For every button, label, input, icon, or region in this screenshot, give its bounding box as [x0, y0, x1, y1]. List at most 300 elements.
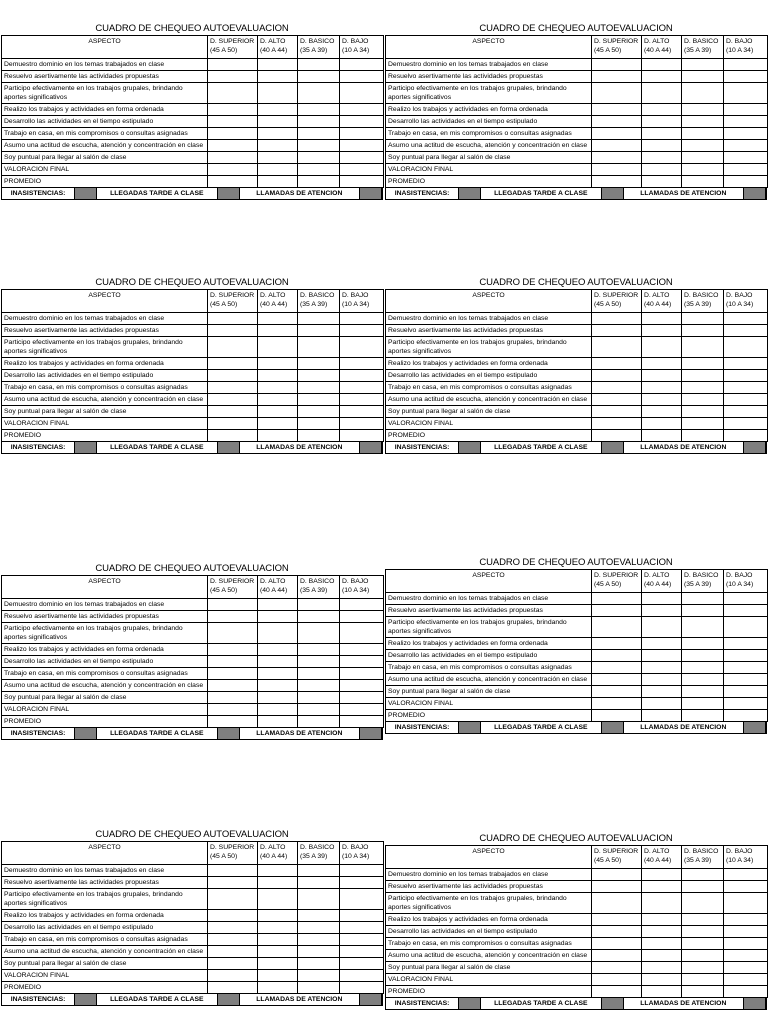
score-cell-alto[interactable] — [258, 611, 298, 623]
score-cell-alto[interactable] — [642, 674, 682, 686]
score-cell-bajo[interactable] — [724, 116, 768, 128]
score-cell-bajo[interactable] — [340, 970, 384, 982]
score-cell-bajo[interactable] — [340, 946, 384, 958]
score-cell-basico[interactable] — [298, 164, 340, 176]
score-cell-alto[interactable] — [258, 704, 298, 716]
score-cell-superior[interactable] — [208, 71, 258, 83]
score-cell-basico[interactable] — [682, 914, 724, 926]
score-cell-basico[interactable] — [298, 382, 340, 394]
score-cell-alto[interactable] — [642, 710, 682, 722]
absences-box[interactable] — [75, 188, 97, 199]
score-cell-superior[interactable] — [592, 152, 642, 164]
score-cell-superior[interactable] — [208, 922, 258, 934]
score-cell-superior[interactable] — [592, 430, 642, 442]
absences-box[interactable] — [459, 722, 481, 733]
score-cell-bajo[interactable] — [340, 152, 384, 164]
score-cell-bajo[interactable] — [724, 674, 768, 686]
score-cell-superior[interactable] — [208, 656, 258, 668]
score-cell-superior[interactable] — [208, 946, 258, 958]
score-cell-alto[interactable] — [258, 934, 298, 946]
late-arrivals-box[interactable] — [218, 728, 240, 739]
score-cell-basico[interactable] — [298, 83, 340, 104]
score-cell-basico[interactable] — [298, 370, 340, 382]
score-cell-superior[interactable] — [592, 893, 642, 914]
score-cell-alto[interactable] — [258, 599, 298, 611]
score-cell-alto[interactable] — [642, 418, 682, 430]
score-cell-basico[interactable] — [298, 71, 340, 83]
score-cell-alto[interactable] — [258, 325, 298, 337]
score-cell-superior[interactable] — [208, 970, 258, 982]
score-cell-alto[interactable] — [642, 662, 682, 674]
score-cell-alto[interactable] — [642, 164, 682, 176]
score-cell-alto[interactable] — [642, 698, 682, 710]
score-cell-alto[interactable] — [642, 83, 682, 104]
score-cell-alto[interactable] — [258, 946, 298, 958]
score-cell-basico[interactable] — [298, 970, 340, 982]
score-cell-basico[interactable] — [298, 680, 340, 692]
score-cell-basico[interactable] — [682, 710, 724, 722]
score-cell-bajo[interactable] — [724, 686, 768, 698]
score-cell-superior[interactable] — [592, 926, 642, 938]
score-cell-superior[interactable] — [208, 611, 258, 623]
score-cell-basico[interactable] — [682, 59, 724, 71]
score-cell-bajo[interactable] — [724, 638, 768, 650]
score-cell-alto[interactable] — [642, 430, 682, 442]
score-cell-basico[interactable] — [298, 325, 340, 337]
score-cell-superior[interactable] — [592, 962, 642, 974]
warnings-box[interactable] — [360, 994, 382, 1005]
score-cell-superior[interactable] — [208, 59, 258, 71]
score-cell-basico[interactable] — [682, 617, 724, 638]
score-cell-superior[interactable] — [592, 140, 642, 152]
warnings-box[interactable] — [744, 188, 766, 199]
score-cell-basico[interactable] — [682, 962, 724, 974]
score-cell-superior[interactable] — [592, 59, 642, 71]
score-cell-basico[interactable] — [682, 337, 724, 358]
score-cell-basico[interactable] — [682, 893, 724, 914]
score-cell-basico[interactable] — [298, 152, 340, 164]
score-cell-alto[interactable] — [258, 910, 298, 922]
score-cell-bajo[interactable] — [340, 59, 384, 71]
score-cell-superior[interactable] — [208, 116, 258, 128]
score-cell-basico[interactable] — [298, 865, 340, 877]
absences-box[interactable] — [459, 998, 481, 1009]
score-cell-alto[interactable] — [258, 116, 298, 128]
score-cell-basico[interactable] — [298, 922, 340, 934]
score-cell-superior[interactable] — [208, 704, 258, 716]
score-cell-bajo[interactable] — [724, 926, 768, 938]
score-cell-basico[interactable] — [682, 71, 724, 83]
score-cell-superior[interactable] — [592, 325, 642, 337]
score-cell-superior[interactable] — [592, 313, 642, 325]
score-cell-basico[interactable] — [682, 662, 724, 674]
score-cell-bajo[interactable] — [724, 406, 768, 418]
score-cell-bajo[interactable] — [724, 104, 768, 116]
score-cell-alto[interactable] — [642, 938, 682, 950]
score-cell-alto[interactable] — [258, 865, 298, 877]
score-cell-bajo[interactable] — [340, 382, 384, 394]
score-cell-superior[interactable] — [208, 418, 258, 430]
score-cell-basico[interactable] — [682, 986, 724, 998]
score-cell-bajo[interactable] — [340, 164, 384, 176]
score-cell-bajo[interactable] — [340, 877, 384, 889]
score-cell-bajo[interactable] — [724, 370, 768, 382]
score-cell-bajo[interactable] — [724, 986, 768, 998]
score-cell-alto[interactable] — [642, 638, 682, 650]
score-cell-superior[interactable] — [208, 644, 258, 656]
score-cell-basico[interactable] — [298, 716, 340, 728]
score-cell-alto[interactable] — [642, 986, 682, 998]
score-cell-bajo[interactable] — [724, 382, 768, 394]
score-cell-bajo[interactable] — [724, 325, 768, 337]
score-cell-bajo[interactable] — [340, 865, 384, 877]
score-cell-superior[interactable] — [208, 164, 258, 176]
score-cell-basico[interactable] — [298, 176, 340, 188]
score-cell-alto[interactable] — [642, 881, 682, 893]
score-cell-bajo[interactable] — [724, 128, 768, 140]
warnings-box[interactable] — [360, 188, 382, 199]
score-cell-basico[interactable] — [682, 593, 724, 605]
score-cell-alto[interactable] — [258, 877, 298, 889]
score-cell-alto[interactable] — [642, 104, 682, 116]
score-cell-basico[interactable] — [682, 430, 724, 442]
score-cell-superior[interactable] — [592, 938, 642, 950]
score-cell-basico[interactable] — [682, 605, 724, 617]
warnings-box[interactable] — [744, 998, 766, 1009]
score-cell-superior[interactable] — [208, 889, 258, 910]
score-cell-basico[interactable] — [298, 889, 340, 910]
score-cell-basico[interactable] — [298, 128, 340, 140]
score-cell-basico[interactable] — [682, 116, 724, 128]
score-cell-alto[interactable] — [258, 716, 298, 728]
score-cell-basico[interactable] — [298, 59, 340, 71]
score-cell-basico[interactable] — [682, 418, 724, 430]
score-cell-superior[interactable] — [208, 370, 258, 382]
score-cell-basico[interactable] — [682, 638, 724, 650]
score-cell-bajo[interactable] — [340, 337, 384, 358]
score-cell-alto[interactable] — [258, 152, 298, 164]
score-cell-bajo[interactable] — [340, 611, 384, 623]
score-cell-alto[interactable] — [642, 59, 682, 71]
score-cell-basico[interactable] — [298, 958, 340, 970]
score-cell-alto[interactable] — [642, 893, 682, 914]
score-cell-basico[interactable] — [298, 644, 340, 656]
score-cell-bajo[interactable] — [724, 337, 768, 358]
score-cell-superior[interactable] — [592, 406, 642, 418]
score-cell-basico[interactable] — [298, 116, 340, 128]
score-cell-basico[interactable] — [298, 430, 340, 442]
score-cell-alto[interactable] — [258, 406, 298, 418]
score-cell-superior[interactable] — [208, 623, 258, 644]
score-cell-bajo[interactable] — [724, 962, 768, 974]
score-cell-basico[interactable] — [298, 313, 340, 325]
score-cell-superior[interactable] — [592, 358, 642, 370]
score-cell-bajo[interactable] — [724, 662, 768, 674]
score-cell-superior[interactable] — [592, 176, 642, 188]
score-cell-superior[interactable] — [208, 140, 258, 152]
score-cell-superior[interactable] — [592, 686, 642, 698]
score-cell-basico[interactable] — [682, 358, 724, 370]
score-cell-bajo[interactable] — [340, 430, 384, 442]
score-cell-superior[interactable] — [208, 958, 258, 970]
score-cell-bajo[interactable] — [724, 59, 768, 71]
score-cell-bajo[interactable] — [340, 692, 384, 704]
score-cell-basico[interactable] — [298, 692, 340, 704]
score-cell-superior[interactable] — [592, 662, 642, 674]
score-cell-superior[interactable] — [592, 914, 642, 926]
score-cell-basico[interactable] — [298, 982, 340, 994]
score-cell-superior[interactable] — [208, 668, 258, 680]
score-cell-basico[interactable] — [298, 358, 340, 370]
score-cell-bajo[interactable] — [340, 394, 384, 406]
score-cell-superior[interactable] — [208, 325, 258, 337]
score-cell-alto[interactable] — [642, 914, 682, 926]
absences-box[interactable] — [75, 994, 97, 1005]
score-cell-basico[interactable] — [682, 128, 724, 140]
score-cell-alto[interactable] — [258, 59, 298, 71]
score-cell-bajo[interactable] — [340, 668, 384, 680]
score-cell-bajo[interactable] — [340, 325, 384, 337]
score-cell-superior[interactable] — [592, 370, 642, 382]
warnings-box[interactable] — [744, 722, 766, 733]
score-cell-bajo[interactable] — [724, 313, 768, 325]
score-cell-alto[interactable] — [258, 644, 298, 656]
score-cell-bajo[interactable] — [340, 644, 384, 656]
score-cell-basico[interactable] — [682, 950, 724, 962]
score-cell-basico[interactable] — [682, 674, 724, 686]
late-arrivals-box[interactable] — [218, 442, 240, 453]
score-cell-alto[interactable] — [642, 394, 682, 406]
score-cell-superior[interactable] — [208, 313, 258, 325]
score-cell-alto[interactable] — [258, 313, 298, 325]
score-cell-superior[interactable] — [208, 152, 258, 164]
score-cell-alto[interactable] — [642, 71, 682, 83]
score-cell-bajo[interactable] — [724, 358, 768, 370]
score-cell-basico[interactable] — [682, 974, 724, 986]
score-cell-alto[interactable] — [258, 337, 298, 358]
score-cell-bajo[interactable] — [724, 950, 768, 962]
score-cell-superior[interactable] — [592, 116, 642, 128]
score-cell-superior[interactable] — [592, 71, 642, 83]
score-cell-alto[interactable] — [642, 382, 682, 394]
score-cell-superior[interactable] — [592, 974, 642, 986]
late-arrivals-box[interactable] — [602, 188, 624, 199]
score-cell-bajo[interactable] — [724, 593, 768, 605]
score-cell-superior[interactable] — [208, 382, 258, 394]
warnings-box[interactable] — [744, 442, 766, 453]
score-cell-bajo[interactable] — [724, 176, 768, 188]
score-cell-basico[interactable] — [298, 623, 340, 644]
score-cell-basico[interactable] — [298, 599, 340, 611]
score-cell-alto[interactable] — [258, 680, 298, 692]
absences-box[interactable] — [459, 442, 481, 453]
score-cell-alto[interactable] — [258, 128, 298, 140]
score-cell-basico[interactable] — [682, 313, 724, 325]
score-cell-superior[interactable] — [208, 128, 258, 140]
score-cell-superior[interactable] — [208, 934, 258, 946]
score-cell-bajo[interactable] — [340, 358, 384, 370]
score-cell-alto[interactable] — [258, 418, 298, 430]
score-cell-bajo[interactable] — [340, 116, 384, 128]
absences-box[interactable] — [75, 728, 97, 739]
score-cell-basico[interactable] — [682, 164, 724, 176]
score-cell-bajo[interactable] — [340, 623, 384, 644]
score-cell-superior[interactable] — [592, 650, 642, 662]
score-cell-basico[interactable] — [298, 946, 340, 958]
score-cell-bajo[interactable] — [340, 958, 384, 970]
score-cell-basico[interactable] — [682, 869, 724, 881]
score-cell-bajo[interactable] — [724, 938, 768, 950]
score-cell-superior[interactable] — [592, 617, 642, 638]
score-cell-superior[interactable] — [592, 394, 642, 406]
score-cell-alto[interactable] — [258, 623, 298, 644]
score-cell-superior[interactable] — [208, 716, 258, 728]
score-cell-alto[interactable] — [258, 176, 298, 188]
score-cell-superior[interactable] — [592, 950, 642, 962]
score-cell-superior[interactable] — [208, 877, 258, 889]
score-cell-basico[interactable] — [682, 382, 724, 394]
score-cell-basico[interactable] — [682, 176, 724, 188]
score-cell-bajo[interactable] — [724, 698, 768, 710]
score-cell-superior[interactable] — [592, 698, 642, 710]
score-cell-superior[interactable] — [208, 692, 258, 704]
score-cell-alto[interactable] — [642, 152, 682, 164]
score-cell-basico[interactable] — [298, 668, 340, 680]
score-cell-bajo[interactable] — [340, 104, 384, 116]
score-cell-superior[interactable] — [592, 164, 642, 176]
score-cell-basico[interactable] — [298, 337, 340, 358]
score-cell-bajo[interactable] — [724, 869, 768, 881]
score-cell-superior[interactable] — [592, 869, 642, 881]
score-cell-basico[interactable] — [298, 934, 340, 946]
score-cell-alto[interactable] — [258, 358, 298, 370]
score-cell-alto[interactable] — [642, 617, 682, 638]
score-cell-superior[interactable] — [208, 406, 258, 418]
score-cell-superior[interactable] — [592, 418, 642, 430]
score-cell-bajo[interactable] — [724, 914, 768, 926]
score-cell-superior[interactable] — [592, 104, 642, 116]
score-cell-alto[interactable] — [642, 358, 682, 370]
warnings-box[interactable] — [360, 442, 382, 453]
score-cell-bajo[interactable] — [724, 394, 768, 406]
score-cell-bajo[interactable] — [340, 910, 384, 922]
score-cell-alto[interactable] — [258, 370, 298, 382]
score-cell-bajo[interactable] — [340, 176, 384, 188]
score-cell-alto[interactable] — [258, 104, 298, 116]
score-cell-basico[interactable] — [298, 704, 340, 716]
score-cell-basico[interactable] — [298, 140, 340, 152]
score-cell-bajo[interactable] — [340, 934, 384, 946]
score-cell-alto[interactable] — [642, 325, 682, 337]
score-cell-bajo[interactable] — [724, 893, 768, 914]
score-cell-basico[interactable] — [682, 152, 724, 164]
score-cell-superior[interactable] — [208, 104, 258, 116]
score-cell-alto[interactable] — [258, 970, 298, 982]
score-cell-bajo[interactable] — [340, 370, 384, 382]
score-cell-basico[interactable] — [682, 83, 724, 104]
score-cell-alto[interactable] — [642, 128, 682, 140]
score-cell-bajo[interactable] — [340, 599, 384, 611]
score-cell-bajo[interactable] — [724, 71, 768, 83]
late-arrivals-box[interactable] — [218, 188, 240, 199]
score-cell-superior[interactable] — [208, 910, 258, 922]
score-cell-bajo[interactable] — [724, 710, 768, 722]
score-cell-alto[interactable] — [642, 370, 682, 382]
score-cell-alto[interactable] — [258, 958, 298, 970]
score-cell-superior[interactable] — [208, 982, 258, 994]
score-cell-bajo[interactable] — [340, 889, 384, 910]
score-cell-superior[interactable] — [208, 599, 258, 611]
score-cell-basico[interactable] — [298, 611, 340, 623]
score-cell-superior[interactable] — [592, 593, 642, 605]
score-cell-basico[interactable] — [682, 686, 724, 698]
score-cell-bajo[interactable] — [340, 71, 384, 83]
score-cell-basico[interactable] — [682, 938, 724, 950]
score-cell-superior[interactable] — [592, 128, 642, 140]
score-cell-basico[interactable] — [298, 418, 340, 430]
score-cell-superior[interactable] — [592, 337, 642, 358]
score-cell-bajo[interactable] — [340, 982, 384, 994]
score-cell-alto[interactable] — [258, 668, 298, 680]
score-cell-alto[interactable] — [642, 313, 682, 325]
score-cell-alto[interactable] — [258, 71, 298, 83]
warnings-box[interactable] — [360, 728, 382, 739]
score-cell-alto[interactable] — [642, 593, 682, 605]
score-cell-bajo[interactable] — [340, 418, 384, 430]
score-cell-basico[interactable] — [298, 910, 340, 922]
score-cell-bajo[interactable] — [340, 140, 384, 152]
score-cell-bajo[interactable] — [340, 83, 384, 104]
score-cell-alto[interactable] — [258, 982, 298, 994]
score-cell-alto[interactable] — [642, 605, 682, 617]
score-cell-alto[interactable] — [642, 869, 682, 881]
score-cell-superior[interactable] — [592, 986, 642, 998]
score-cell-superior[interactable] — [592, 605, 642, 617]
score-cell-superior[interactable] — [208, 83, 258, 104]
score-cell-alto[interactable] — [642, 176, 682, 188]
score-cell-bajo[interactable] — [724, 881, 768, 893]
score-cell-basico[interactable] — [682, 926, 724, 938]
score-cell-basico[interactable] — [682, 370, 724, 382]
score-cell-alto[interactable] — [642, 337, 682, 358]
score-cell-alto[interactable] — [258, 382, 298, 394]
score-cell-superior[interactable] — [208, 358, 258, 370]
score-cell-alto[interactable] — [642, 406, 682, 418]
score-cell-superior[interactable] — [592, 83, 642, 104]
score-cell-alto[interactable] — [258, 394, 298, 406]
score-cell-alto[interactable] — [642, 140, 682, 152]
score-cell-alto[interactable] — [258, 140, 298, 152]
absences-box[interactable] — [459, 188, 481, 199]
score-cell-alto[interactable] — [258, 922, 298, 934]
score-cell-bajo[interactable] — [724, 164, 768, 176]
score-cell-basico[interactable] — [298, 104, 340, 116]
score-cell-bajo[interactable] — [724, 617, 768, 638]
score-cell-bajo[interactable] — [724, 430, 768, 442]
score-cell-bajo[interactable] — [340, 313, 384, 325]
score-cell-bajo[interactable] — [724, 605, 768, 617]
score-cell-bajo[interactable] — [724, 418, 768, 430]
score-cell-superior[interactable] — [208, 394, 258, 406]
score-cell-basico[interactable] — [298, 656, 340, 668]
score-cell-superior[interactable] — [592, 638, 642, 650]
score-cell-basico[interactable] — [298, 406, 340, 418]
score-cell-alto[interactable] — [642, 686, 682, 698]
score-cell-bajo[interactable] — [340, 922, 384, 934]
score-cell-bajo[interactable] — [724, 83, 768, 104]
score-cell-superior[interactable] — [208, 430, 258, 442]
score-cell-basico[interactable] — [298, 394, 340, 406]
